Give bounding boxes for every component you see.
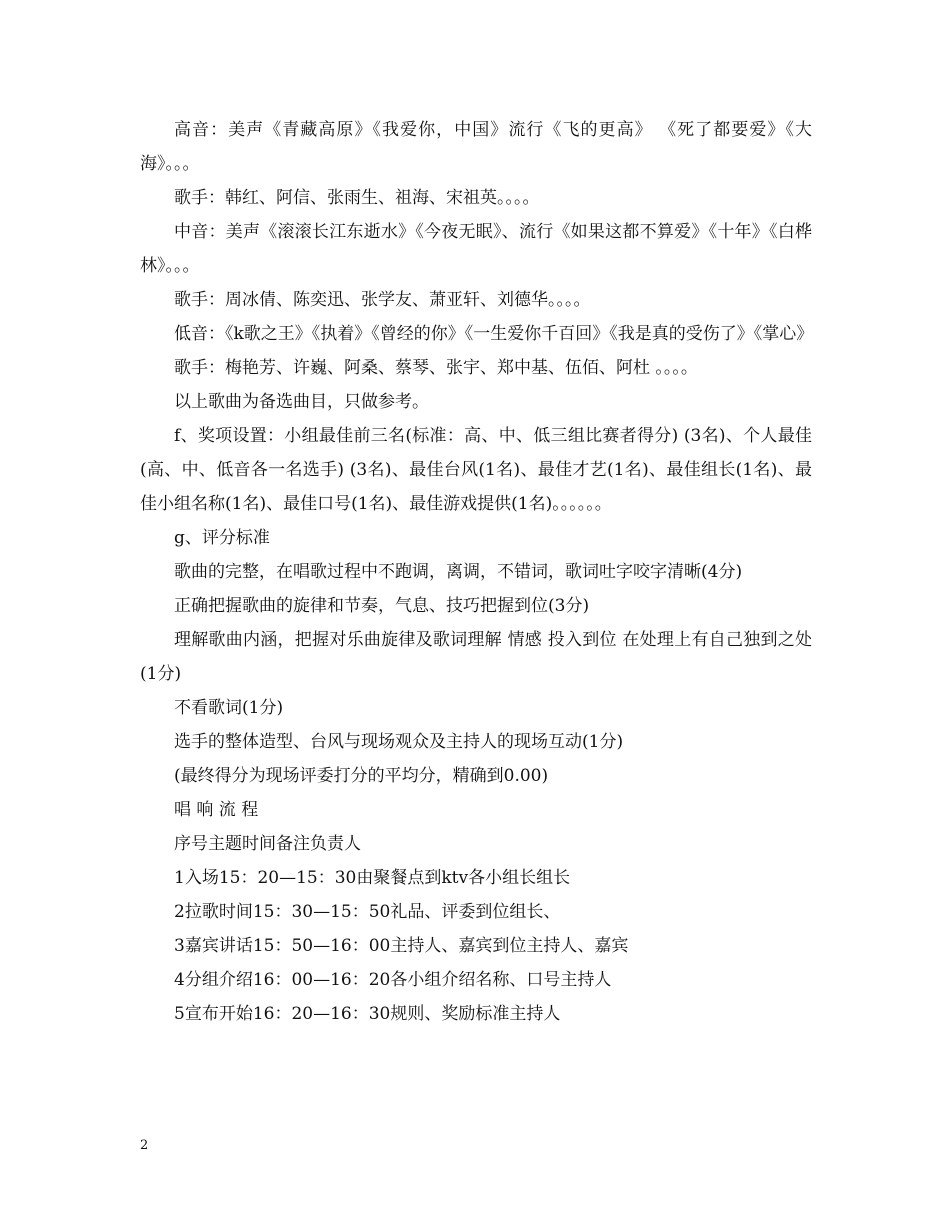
paragraph-mid-voice-singers: 歌手：周冰倩、陈奕迅、张学友、萧亚轩、刘德华。。。。 — [174, 290, 591, 310]
paragraph-process-row-5: 5宣布开始16：20—16：30规则、奖励标准主持人 — [174, 1004, 561, 1024]
paragraph-low-voice-songs: 低音：《k歌之王》《执着》《曾经的你》《一生爱你千百回》《我是真的受伤了》《掌心》 — [174, 324, 814, 344]
paragraph-awards: f、奖项设置：小组最佳前三名(标准：高、中、低三组比赛者得分) (3名)、个人最佳(高、中、低音各一名选手) (3名)、最佳台风(1名)、最佳才艺(1名)、最佳组长(1名)、最佳小组名称(1名)、最佳口号(1名)、最佳游戏提供(1名)。。。。。。 — [140, 426, 812, 514]
paragraph-scoring-item-1: 歌曲的完整，在唱歌过程中不跑调，离调，不错词，歌词吐字咬字清晰(4分) — [174, 562, 743, 582]
page-number: 2 — [140, 1138, 149, 1153]
paragraph-high-voice-singers: 歌手：韩红、阿信、张雨生、祖海、宋祖英。。。。 — [174, 188, 540, 208]
paragraph-scoring-note: (最终得分为现场评委打分的平均分，精确到0.00) — [174, 766, 549, 786]
paragraph-process-row-2: 2拉歌时间15：30—15：50礼品、评委到位组长、 — [174, 902, 561, 922]
paragraph-process-row-3: 3嘉宾讲话15：50—16：00主持人、嘉宾到位主持人、嘉宾 — [174, 936, 629, 956]
document-body — [140, 113, 812, 1031]
paragraph-process-heading: 唱 响 流 程 — [174, 800, 259, 820]
paragraph-scoring-item-3: 理解歌曲内涵，把握对乐曲旋律及歌词理解 情感 投入到位 在处理上有自己独到之处(1分) — [140, 630, 812, 684]
paragraph-process-columns: 序号主题时间备注负责人 — [174, 834, 361, 854]
paragraph-scoring-item-2: 正确把握歌曲的旋律和节奏，气息、技巧把握到位(3分) — [174, 596, 590, 616]
paragraph-process-row-1: 1入场15：20—15：30由聚餐点到ktv各小组长组长 — [174, 868, 571, 888]
paragraph-low-voice-singers: 歌手：梅艳芳、许巍、阿桑、蔡琴、张宇、郑中基、伍佰、阿杜 。。。。 — [174, 358, 698, 378]
paragraph-process-row-4: 4分组介绍16：00—16：20各小组介绍名称、口号主持人 — [174, 970, 612, 990]
paragraph-song-note: 以上歌曲为备选曲目，只做参考。 — [174, 392, 429, 412]
paragraph-scoring-item-4: 不看歌词(1分) — [174, 698, 284, 718]
paragraph-mid-voice-songs: 中音：美声《滚滚长江东逝水》《今夜无眠》、流行《如果这都不算爱》《十年》《白桦林》。。。 — [140, 222, 812, 276]
paragraph-scoring-heading: g、评分标准 — [174, 528, 270, 548]
paragraph-high-voice-songs: 高音：美声《青藏高原》《我爱你，中国》流行《飞的更高》 《死了都要爱》《大海》。。。 — [140, 120, 812, 174]
paragraph-scoring-item-5: 选手的整体造型、台风与现场观众及主持人的现场互动(1分) — [174, 732, 624, 752]
